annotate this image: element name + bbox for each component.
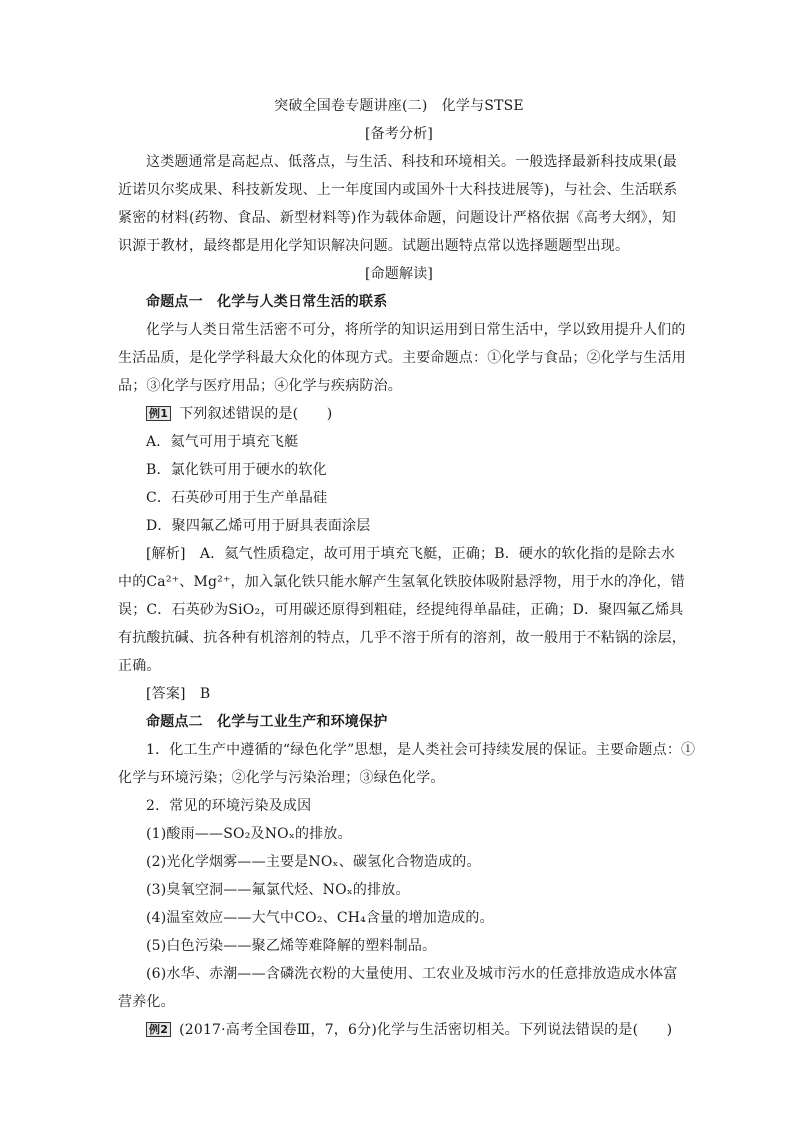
analysis-line: 近诺贝尔奖成果、科技新发现、上一年度国内或国外十大科技进展等)，与社会、生活联系 bbox=[118, 182, 678, 198]
analysis-line: 紧密的材料(药物、食品、新型材料等)作为载体命题，问题设计严格依据《高考大纲》，知 bbox=[118, 210, 677, 226]
point2-line: 化学与环境污染；②化学与污染治理；③绿色化学。 bbox=[118, 770, 445, 786]
pollution-item: (4)温室效应——大气中CO₂、CH₄含量的增加造成的。 bbox=[146, 910, 494, 926]
solution-line: 中的Ca²⁺、Mg²⁺，加入氯化铁只能水解产生氢氧化铁胶体吸附悬浮物，用于水的净化，错 bbox=[118, 574, 685, 590]
pollution-item: (2)光化学烟雾——主要是NOₓ、碳氢化合物造成的。 bbox=[146, 854, 481, 870]
example2-tag: 例2 bbox=[146, 1022, 171, 1037]
analysis-line: 识源于教材，最终都是用化学知识解决问题。试题出题特点常以选择题题型出现。 bbox=[118, 238, 630, 254]
point1-line: 化学与人类日常生活密不可分，将所学的知识运用到日常生活中，学以致用提升人们的 bbox=[146, 322, 686, 338]
pollution-title: 2．常见的环境污染及成因 bbox=[146, 798, 312, 814]
example1-question: 下列叙述错误的是( ) bbox=[179, 406, 333, 422]
solution-line: 正确。 bbox=[118, 658, 161, 674]
pollution-item: (6)水华、赤潮——含磷洗衣粉的大量使用、工农业及城市污水的任意排放造成水体富 bbox=[146, 966, 678, 982]
point2-line: 1．化工生产中遵循的“绿色化学”思想，是人类社会可持续发展的保证。主要命题点：① bbox=[146, 742, 696, 758]
pollution-item: (3)臭氧空洞——氟氯代烃、NOₓ的排放。 bbox=[146, 882, 410, 898]
example2-source: (2017·高考全国卷Ⅲ，7，6分) bbox=[179, 1022, 377, 1038]
solution-line: [解析] A．氦气性质稳定，故可用于填充飞艇，正确；B．硬水的软化指的是除去水 bbox=[146, 546, 676, 562]
point1-line: 品；③化学与医疗用品；④化学与疾病防治。 bbox=[118, 378, 402, 394]
example1-option-c: C．石英砂可用于生产单晶硅 bbox=[146, 490, 328, 506]
section-analysis-heading: [备考分析] bbox=[364, 126, 434, 142]
example1-tag: 例1 bbox=[146, 406, 171, 421]
pollution-item: (5)白色污染——聚乙烯等难降解的塑料制品。 bbox=[146, 938, 437, 954]
section-interpretation-heading: [命题解读] bbox=[364, 266, 434, 282]
point2-title: 命题点二 化学与工业生产和环境保护 bbox=[146, 714, 388, 730]
point1-line: 生活品质，是化学学科最大众化的体现方式。主要命题点：①化学与食品；②化学与生活用 bbox=[118, 350, 686, 366]
pollution-item: (1)酸雨——SO₂及NOₓ的排放。 bbox=[146, 826, 352, 842]
pollution-item: 营养化。 bbox=[118, 994, 175, 1010]
page-title: 突破全国卷专题讲座(二) 化学与STSE bbox=[274, 98, 524, 114]
example1-question-line bbox=[146, 404, 680, 424]
example1-option-b: B．氯化铁可用于硬水的软化 bbox=[146, 462, 327, 478]
example1-option-a: A．氦气可用于填充飞艇 bbox=[146, 434, 299, 450]
example2-question: 化学与生活密切相关。下列说法错误的是( ) bbox=[376, 1022, 673, 1038]
analysis-line: 这类题通常是高起点、低落点，与生活、科技和环境相关。一般选择最新科技成果(最 bbox=[146, 154, 678, 170]
solution-line: 误；C．石英砂为SiO₂，可用碳还原得到粗硅，经提纯得单晶硅，正确；D．聚四氟乙烯具 bbox=[118, 602, 684, 618]
example2-line bbox=[146, 1020, 680, 1040]
answer-line: [答案] B bbox=[146, 686, 211, 702]
example1-option-d: D．聚四氟乙烯可用于厨具表面涂层 bbox=[146, 518, 371, 534]
solution-line: 有抗酸抗碱、抗各种有机溶剂的特点，几乎不溶于所有的溶剂，故一般用于不粘锅的涂层， bbox=[118, 630, 686, 646]
point1-title: 命题点一 化学与人类日常生活的联系 bbox=[146, 294, 388, 310]
